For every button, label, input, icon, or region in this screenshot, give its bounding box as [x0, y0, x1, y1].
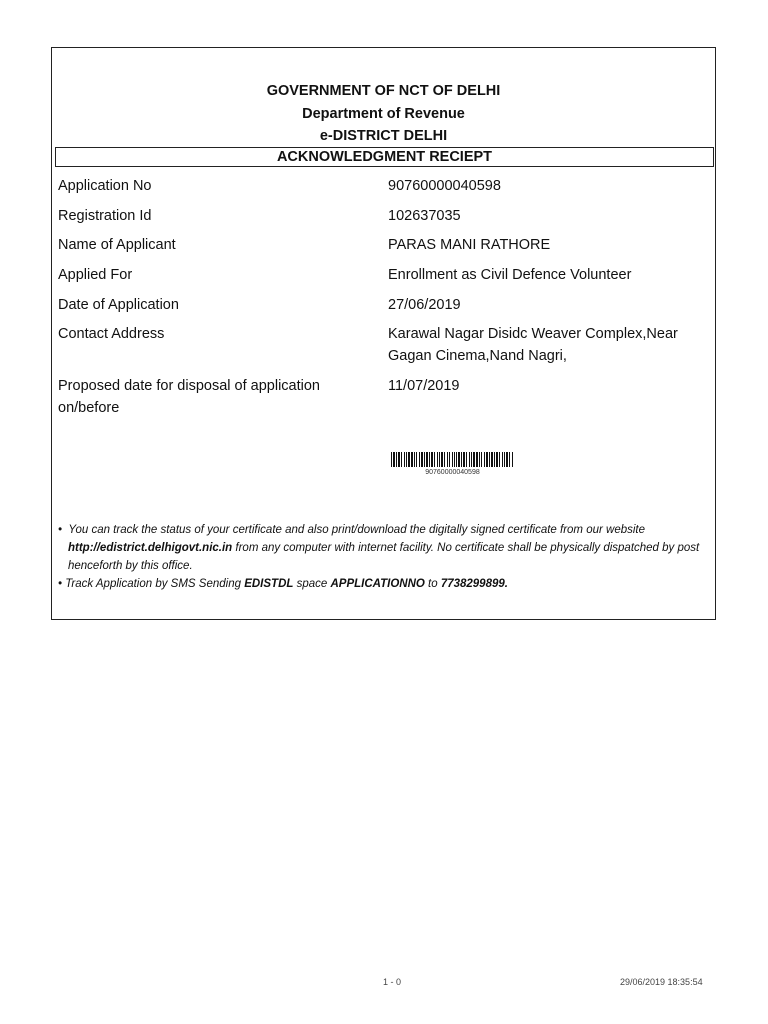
- acknowledgment-receipt: [51, 47, 716, 620]
- applicant-name-value: PARAS MANI RATHORE: [388, 237, 551, 253]
- district-heading: e-DISTRICT DELHI: [319, 128, 448, 144]
- barcode-image: [391, 452, 514, 467]
- registration-id-value: 102637035: [388, 208, 461, 224]
- note-bullet: •: [58, 524, 63, 536]
- barcode-number: 90760000040598: [425, 469, 480, 476]
- application-no-value: 90760000040598: [388, 178, 501, 194]
- contact-address-label: Contact Address: [58, 326, 165, 342]
- note-tracking: • You can track the status of your certificate and also print/download the digitally signed certificate from our website http://edistrict.delhigovt.nic.in from any computer with internet facility. No certificate shall be physically dispatched by post henceforth by this office.: [58, 524, 700, 572]
- date-of-application-label: Date of Application: [58, 297, 179, 313]
- application-no-label: Application No: [58, 178, 152, 194]
- registration-id-label: Registration Id: [58, 208, 152, 224]
- receipt-title: ACKNOWLEDGMENT RECIEPT: [55, 147, 714, 167]
- contact-address-value: Karawal Nagar Disidc Weaver Complex,Near Gagan Cinema,Nand Nagri,: [388, 326, 678, 364]
- notes-section: [58, 521, 708, 593]
- government-heading: GOVERNMENT OF NCT OF DELHI: [266, 83, 501, 99]
- applied-for-label: Applied For: [58, 267, 133, 283]
- print-timestamp: 29/06/2019 18:35:54: [620, 977, 703, 987]
- disposal-date-value: 11/07/2019: [388, 378, 460, 394]
- department-heading: Department of Revenue: [302, 106, 465, 122]
- applied-for-value: Enrollment as Civil Defence Volunteer: [388, 267, 632, 283]
- sms-number: 7738299899.: [440, 578, 508, 590]
- note-sms: • Track Application by SMS Sending EDISTDL space APPLICATIONNO to 7738299899.: [58, 578, 508, 590]
- applicant-name-label: Name of Applicant: [58, 237, 176, 253]
- disposal-date-label: Proposed date for disposal of application on/before: [58, 378, 320, 416]
- website-link[interactable]: http://edistrict.delhigovt.nic.in: [68, 542, 233, 554]
- date-of-application-value: 27/06/2019: [388, 297, 461, 313]
- page-number: 1 - 0: [383, 977, 402, 987]
